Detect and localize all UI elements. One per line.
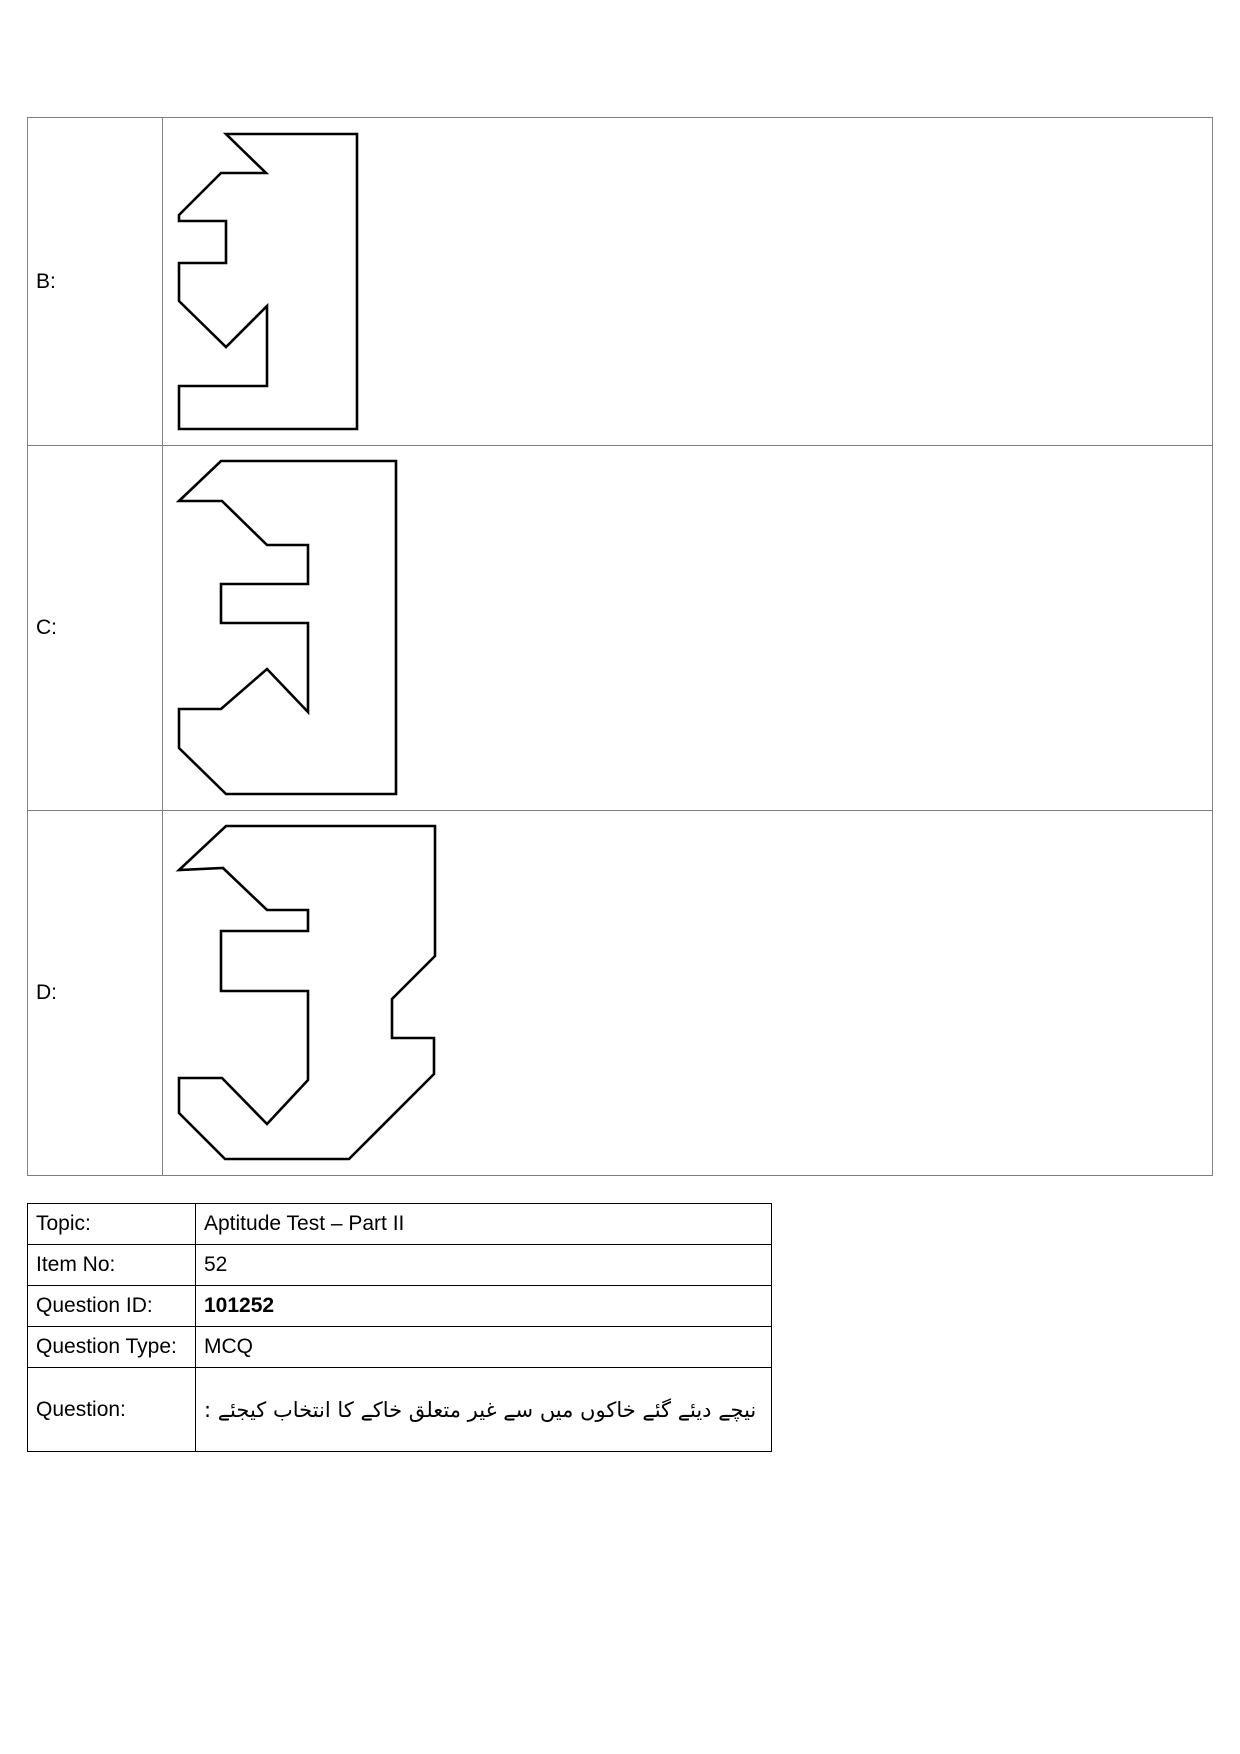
meta-row-question-type (28, 1327, 772, 1368)
question-id-label: Question ID: (28, 1286, 196, 1327)
meta-row-topic (28, 1204, 772, 1245)
option-figure-cell-b (163, 118, 1213, 446)
option-figure-cell-c (163, 446, 1213, 811)
question-id-value: 101252 (196, 1286, 772, 1327)
meta-row-question (28, 1368, 772, 1452)
question-text: نیچے دیئے گئے خاکوں میں سے غیر متعلق خاکے کا انتخاب کیجئے : (196, 1368, 772, 1452)
polygon-option-b (163, 118, 463, 445)
option-label-b: B: (28, 118, 163, 446)
option-row-c (28, 446, 1213, 811)
meta-row-item-no (28, 1245, 772, 1286)
option-figure-cell-d (163, 811, 1213, 1176)
options-table (27, 117, 1213, 1176)
polygon-option-d (163, 811, 463, 1175)
option-row-d (28, 811, 1213, 1176)
question-label: Question: (28, 1368, 196, 1452)
topic-label: Topic: (28, 1204, 196, 1245)
question-type-value: MCQ (196, 1327, 772, 1368)
question-type-label: Question Type: (28, 1327, 196, 1368)
item-no-value: 52 (196, 1245, 772, 1286)
option-label-c: C: (28, 446, 163, 811)
polygon-option-c (163, 446, 463, 810)
topic-value: Aptitude Test – Part II (196, 1204, 772, 1245)
option-row-b (28, 118, 1213, 446)
question-meta-table (27, 1203, 772, 1452)
item-no-label: Item No: (28, 1245, 196, 1286)
option-label-d: D: (28, 811, 163, 1176)
meta-row-question-id (28, 1286, 772, 1327)
